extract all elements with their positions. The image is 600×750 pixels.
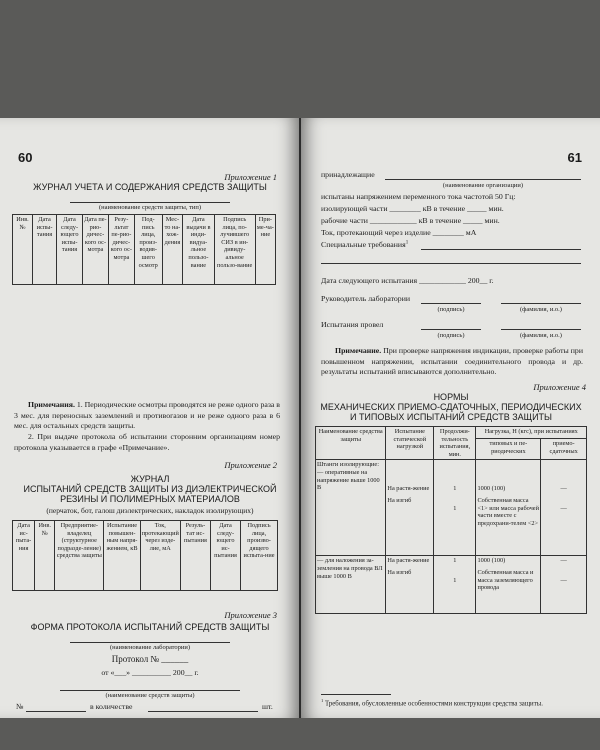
org-caption: (наименование организации) [442, 182, 524, 189]
duration-2: 1 [453, 504, 457, 512]
date-mid: » [126, 668, 131, 677]
date-suffix: г. [194, 668, 199, 677]
work-label: рабочие части [321, 216, 368, 225]
insul-min: мин. [488, 204, 504, 213]
test-bend: На изгиб [387, 568, 412, 576]
protocol-date: от «___» __________ 200__ г. [101, 668, 199, 677]
special-line-2 [321, 263, 581, 264]
next-suffix: г. [489, 276, 494, 285]
col-header: Дата следу-ющего испы-тания [57, 215, 83, 285]
table-row [316, 460, 587, 556]
right-note [321, 346, 583, 378]
page-number: 61 [567, 150, 582, 165]
page-number: 60 [18, 150, 33, 165]
col-header: Дата испы-тания [33, 215, 57, 285]
special-line [321, 240, 408, 249]
col-header: Дата выдачи в инди-видуа-льное пользо-вание [183, 215, 214, 285]
row-test [386, 556, 434, 614]
sign-caption: (подпись) [437, 306, 465, 313]
date-prefix: от « [101, 668, 115, 677]
left-page [0, 118, 299, 718]
appendix-1-note-2: 2. При выдаче протокола об испытании сторонним организациям номер протокола указывается в графе «Примечание». [14, 432, 280, 452]
appendix-2-title-1: ЖУРНАЛ [130, 474, 170, 484]
tested-text: испытаны напряжением переменного тока частотой 50 Гц: [321, 192, 516, 201]
row-duration [434, 556, 476, 614]
appendix-1-note-1 [14, 400, 280, 432]
row-test [386, 460, 434, 556]
note-1-text: 1. Периодические осмотры проводятся не реже одного раза в 3 мес. для переносных заземлений и противогазов и не реже одного раза в 6 мес. для остальных средств защиты. [14, 400, 280, 430]
header-typical: типовых и пе-риодических [476, 439, 541, 460]
table-row [316, 556, 587, 614]
duration-1: 1 [453, 485, 457, 493]
count-mid: в количестве [90, 702, 133, 711]
test-bend: На изгиб [387, 496, 412, 504]
next-date-label: Дата следующего испытания [321, 276, 418, 285]
right-page [301, 118, 600, 718]
header-load: Нагрузка, Н (кгс), при испытаниях [476, 427, 587, 439]
acc-2: — [560, 504, 567, 512]
acc-1: — [560, 557, 567, 565]
row-name: — для наложения за-земления на провода ВЛ выше 1000 В [316, 556, 386, 614]
col-header: Мес-то на-хож-дения [162, 215, 183, 285]
col-header: Инв. № [35, 521, 55, 591]
col-header: Дата пе-рио-дичес-кого ос-мотра [83, 215, 109, 285]
col-header: Инв. № [13, 215, 33, 285]
number-line [26, 711, 86, 712]
row-load [476, 556, 541, 614]
test-journal-table [12, 520, 278, 591]
work-kv: кВ в течение [418, 216, 462, 225]
appendix-2-title-3: РЕЗИНЫ И ПОЛИМЕРНЫХ МАТЕРИАЛОВ [60, 494, 240, 504]
header-name: Наименование средства защиты [316, 427, 386, 460]
appendix-2-label: Приложение 2 [224, 460, 277, 470]
journal-table [12, 214, 276, 285]
test-tension: На растя-жение [387, 557, 430, 565]
appendix-3-title: ФОРМА ПРОТОКОЛА ИСПЫТАНИЙ СРЕДСТВ ЗАЩИТЫ [30, 622, 270, 632]
current-label: Ток, протекающий через изделие [321, 228, 431, 237]
note-label: Примечания. [28, 400, 75, 409]
current-line: Ток, протекающий через изделие ________ мА [321, 228, 477, 237]
duration-2: 1 [453, 576, 457, 584]
appendix-1-caption: (наименование средств защиты, тип) [98, 204, 202, 211]
row-load [476, 460, 541, 556]
sign-line [421, 329, 481, 330]
col-header: Подпись лица, произво-дящего испыта-ние [241, 521, 278, 591]
insul-line: изолирующей части ________ кВ в течение _____ мин. [321, 204, 504, 213]
lab-line [70, 642, 230, 643]
appendix-4-label: Приложение 4 [533, 382, 586, 392]
footnote-mark: 1 [321, 698, 324, 703]
fio-line [501, 329, 581, 330]
work-line: рабочие части ____________ кВ в течение _____ мин. [321, 216, 500, 225]
appendix-1-title: ЖУРНАЛ УЧЕТА И СОДЕРЖАНИЯ СРЕДСТВ ЗАЩИТЫ [33, 182, 267, 192]
protocol-title: Протокол № ______ [111, 654, 189, 664]
special-mark: 1 [405, 240, 409, 246]
appendix-2-subtitle: (перчаток, бот, галош диэлектрических, накладок изолирующих) [46, 506, 254, 515]
lab-caption: (наименование лаборатории) [109, 644, 191, 651]
footnote [321, 698, 543, 707]
fio-caption: (фамилия, и.о.) [520, 332, 562, 339]
col-header: Резуль-тат ис-пытания [180, 521, 210, 591]
name-line [70, 202, 230, 203]
insul-label: изолирующей части [321, 204, 388, 213]
owner-label: принадлежащие [321, 170, 375, 179]
appendix-4-title-2: МЕХАНИЧЕСКИХ ПРИЕМО-СДАТОЧНЫХ, ПЕРИОДИЧЕСКИХ [320, 402, 582, 412]
acc-2: — [560, 576, 567, 584]
test-tension: На растя-жение [387, 485, 430, 493]
col-header: Дата ис-пыта-ния [13, 521, 35, 591]
col-header: Подпись лица, по-лучившего СИЗ в ин-дивиду-альное пользо-вание [214, 215, 255, 285]
fio-line [501, 303, 581, 304]
load-1: 1000 (100) [477, 557, 506, 565]
count-prefix: № [16, 702, 24, 711]
note-label: Примечание. [335, 346, 382, 355]
work-min: мин. [484, 216, 500, 225]
sign-line [421, 303, 481, 304]
load-2: Собственная масса и масса заземляющего провода [477, 568, 534, 592]
protocol-label: Протокол № [111, 654, 160, 664]
appendix-2-title-2: ИСПЫТАНИЙ СРЕДСТВ ЗАЩИТЫ ИЗ ДИЭЛЕКТРИЧЕСКОЙ [23, 484, 277, 494]
appendix-4-title-1: НОРМЫ [433, 392, 469, 402]
name-caption: (наименование средств защиты) [105, 692, 195, 699]
special-line-1 [421, 249, 581, 250]
row-acceptance [541, 556, 587, 614]
tested-by-label: Испытания провел [321, 320, 384, 329]
next-date-line: Дата следующего испытания ____________ 200__ г. [321, 276, 494, 285]
appendix-4-title-3: И ТИПОВЫХ ИСПЫТАНИЙ СРЕДСТВ ЗАЩИТЫ [349, 412, 553, 422]
header-acceptance: приемо-сдаточных [541, 439, 587, 460]
name-line [60, 690, 240, 691]
col-header: Предприятие-владелец (структурное подразде-ление) средства защиты [55, 521, 104, 591]
col-header: При-ме-ча-ние [255, 215, 275, 285]
current-unit: мА [465, 228, 477, 237]
count-suffix: шт. [262, 702, 273, 711]
special-label: Специальные требования [321, 240, 406, 249]
owner-line [385, 179, 581, 180]
appendix-1-label: Приложение 1 [224, 172, 277, 182]
fio-caption: (фамилия, и.о.) [520, 306, 562, 313]
col-header: Ток, протекающий через изде-лие, мА [140, 521, 180, 591]
next-year: 200 [467, 276, 480, 285]
acc-1: — [560, 485, 567, 493]
note-text: При проверке напряжения индикации, проверке работы при повышенном напряжении, испытании соединительного провода и др. результаты испытаний вписываются дополнительно. [321, 346, 583, 376]
head-lab-label: Руководитель лаборатории [321, 294, 411, 303]
appendix-3-label: Приложение 3 [224, 610, 277, 620]
row-duration [434, 460, 476, 556]
footnote-rule [321, 694, 391, 695]
duration-1: 1 [453, 557, 457, 565]
insul-kv: кВ в течение [422, 204, 466, 213]
norms-table [315, 426, 587, 614]
load-2: Собственная масса <1> или масса рабочей части вместе с предохрани-телем <2> [477, 496, 539, 527]
header-test: Испытание статической нагрузкой [386, 427, 434, 460]
date-year: 200 [172, 668, 185, 677]
col-header: Под-пись лица, произ-водив-шего осмотр [134, 215, 162, 285]
footnote-text: Требования, обусловленные особенностями конструкции средства защиты. [324, 700, 543, 708]
col-header: Дата следу-ющего ис-пытания [210, 521, 240, 591]
header-duration: Продолжи-тельность испытания, мин. [434, 427, 476, 460]
sign-caption: (подпись) [437, 332, 465, 339]
row-name: Штанги изолирующие: — оперативные на напряжение выше 1000 В [316, 460, 386, 556]
count-line [148, 711, 258, 712]
row-acceptance [541, 460, 587, 556]
col-header: Резу-льтат пе-рио-дичес-кого ос-мотра [108, 215, 134, 285]
load-1: 1000 (100) [477, 485, 506, 493]
col-header: Испытание повышен-ным напря-жением, кВ [104, 521, 140, 591]
